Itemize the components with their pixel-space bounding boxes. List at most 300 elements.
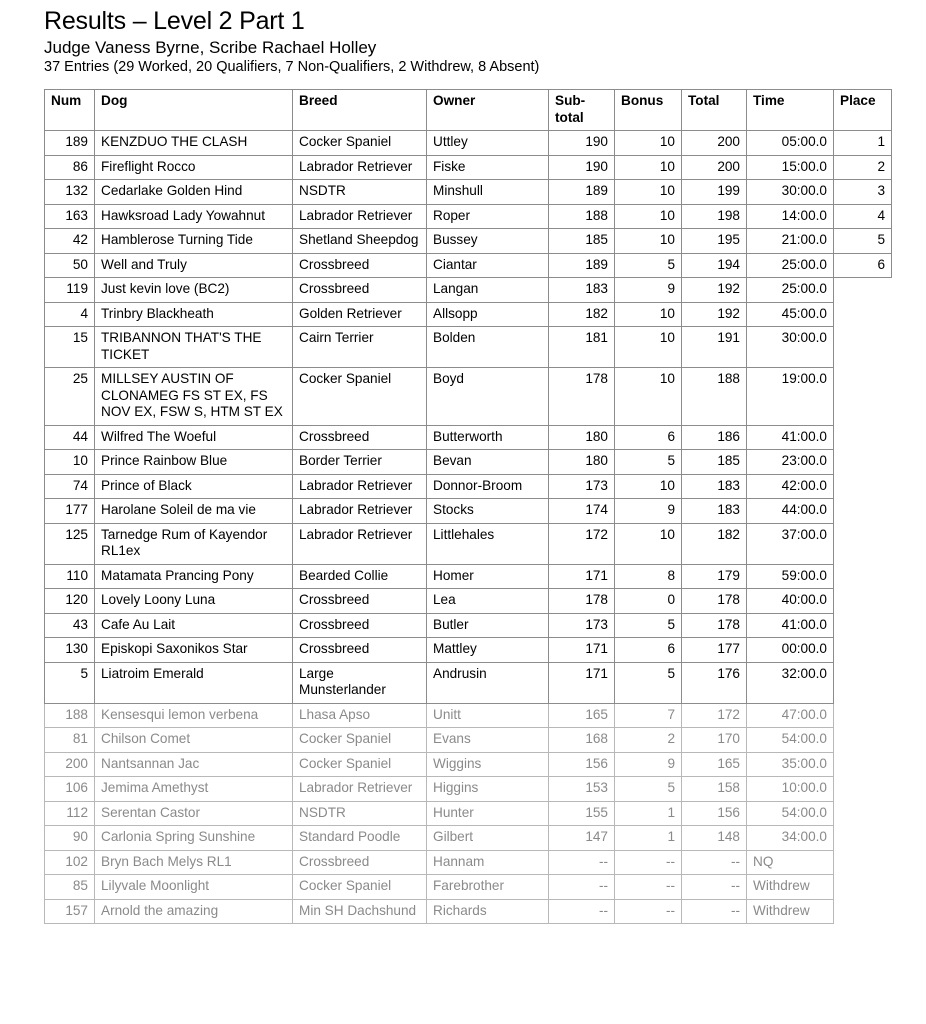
cell-bonus: 10 <box>615 204 682 229</box>
cell-dog: Chilson Comet <box>95 728 293 753</box>
cell-dog: Bryn Bach Melys RL1 <box>95 850 293 875</box>
table-row <box>45 155 892 180</box>
cell-breed: Shetland Sheepdog <box>293 229 427 254</box>
cell-num: 130 <box>45 638 95 663</box>
cell-place <box>834 662 892 703</box>
cell-num: 119 <box>45 278 95 303</box>
cell-breed: Crossbreed <box>293 425 427 450</box>
cell-dog: Hamblerose Turning Tide <box>95 229 293 254</box>
cell-owner: Boyd <box>427 368 549 426</box>
cell-owner: Roper <box>427 204 549 229</box>
cell-bonus: 6 <box>615 425 682 450</box>
cell-breed: Crossbreed <box>293 589 427 614</box>
cell-total: 176 <box>682 662 747 703</box>
cell-total: 188 <box>682 368 747 426</box>
column-header-bonus: Bonus <box>615 90 682 131</box>
cell-breed: Cocker Spaniel <box>293 131 427 156</box>
cell-breed: Crossbreed <box>293 638 427 663</box>
cell-breed: Min SH Dachshund <box>293 899 427 924</box>
cell-num: 200 <box>45 752 95 777</box>
cell-bonus: 5 <box>615 450 682 475</box>
cell-num: 85 <box>45 875 95 900</box>
cell-breed: Lhasa Apso <box>293 703 427 728</box>
cell-num: 177 <box>45 499 95 524</box>
cell-time: Withdrew <box>747 899 834 924</box>
cell-breed: Crossbreed <box>293 850 427 875</box>
cell-bonus: 10 <box>615 131 682 156</box>
cell-bonus: 5 <box>615 662 682 703</box>
table-row <box>45 253 892 278</box>
cell-breed: Bearded Collie <box>293 564 427 589</box>
cell-num: 25 <box>45 368 95 426</box>
cell-subtotal: 153 <box>549 777 615 802</box>
cell-subtotal: 174 <box>549 499 615 524</box>
cell-total: 185 <box>682 450 747 475</box>
cell-subtotal: 189 <box>549 180 615 205</box>
cell-place <box>834 474 892 499</box>
cell-bonus: 2 <box>615 728 682 753</box>
column-header-subtotal <box>549 90 615 131</box>
cell-breed: Labrador Retriever <box>293 474 427 499</box>
cell-breed: Labrador Retriever <box>293 777 427 802</box>
cell-subtotal: 172 <box>549 523 615 564</box>
cell-dog: Wilfred The Woeful <box>95 425 293 450</box>
cell-place <box>834 703 892 728</box>
cell-subtotal: 178 <box>549 589 615 614</box>
cell-time: 54:00.0 <box>747 801 834 826</box>
cell-time: 19:00.0 <box>747 368 834 426</box>
table-row <box>45 180 892 205</box>
table-body <box>45 131 892 924</box>
cell-dog: Episkopi Saxonikos Star <box>95 638 293 663</box>
cell-place <box>834 752 892 777</box>
cell-num: 189 <box>45 131 95 156</box>
cell-total: 192 <box>682 302 747 327</box>
cell-owner: Ciantar <box>427 253 549 278</box>
table-row <box>45 474 892 499</box>
cell-owner: Lea <box>427 589 549 614</box>
cell-time: 32:00.0 <box>747 662 834 703</box>
table-row <box>45 589 892 614</box>
cell-dog: KENZDUO THE CLASH <box>95 131 293 156</box>
table-row <box>45 564 892 589</box>
table-header <box>45 90 892 131</box>
cell-bonus: 7 <box>615 703 682 728</box>
cell-dog: MILLSEY AUSTIN OF CLONAMEG FS ST EX, FS NOV EX, FSW S, HTM ST EX <box>95 368 293 426</box>
cell-dog: Prince of Black <box>95 474 293 499</box>
cell-breed: Standard Poodle <box>293 826 427 851</box>
cell-num: 102 <box>45 850 95 875</box>
cell-owner: Minshull <box>427 180 549 205</box>
cell-owner: Homer <box>427 564 549 589</box>
cell-time: 45:00.0 <box>747 302 834 327</box>
cell-owner: Unitt <box>427 703 549 728</box>
table-row <box>45 703 892 728</box>
column-header-num: Num <box>45 90 95 131</box>
cell-dog: Cafe Au Lait <box>95 613 293 638</box>
cell-bonus: 9 <box>615 278 682 303</box>
column-header-owner: Owner <box>427 90 549 131</box>
cell-time: 42:00.0 <box>747 474 834 499</box>
cell-total: 178 <box>682 613 747 638</box>
cell-total: 170 <box>682 728 747 753</box>
cell-place <box>834 875 892 900</box>
cell-subtotal: 181 <box>549 327 615 368</box>
cell-total: 195 <box>682 229 747 254</box>
cell-subtotal: 180 <box>549 425 615 450</box>
cell-time: 40:00.0 <box>747 589 834 614</box>
cell-total: -- <box>682 899 747 924</box>
cell-place <box>834 278 892 303</box>
column-header-subtotal-line2: total <box>555 109 584 125</box>
column-header-breed: Breed <box>293 90 427 131</box>
cell-place <box>834 850 892 875</box>
cell-place: 4 <box>834 204 892 229</box>
cell-bonus: -- <box>615 899 682 924</box>
table-row <box>45 327 892 368</box>
cell-place <box>834 564 892 589</box>
cell-time: 47:00.0 <box>747 703 834 728</box>
cell-time: 30:00.0 <box>747 327 834 368</box>
cell-place <box>834 777 892 802</box>
cell-total: 200 <box>682 131 747 156</box>
cell-num: 81 <box>45 728 95 753</box>
cell-total: 158 <box>682 777 747 802</box>
cell-time: 35:00.0 <box>747 752 834 777</box>
cell-place <box>834 523 892 564</box>
cell-owner: Butler <box>427 613 549 638</box>
cell-dog: Serentan Castor <box>95 801 293 826</box>
cell-breed: Labrador Retriever <box>293 499 427 524</box>
cell-bonus: 10 <box>615 327 682 368</box>
cell-owner: Allsopp <box>427 302 549 327</box>
cell-breed: Large Munsterlander <box>293 662 427 703</box>
column-header-place: Place <box>834 90 892 131</box>
cell-bonus: 1 <box>615 826 682 851</box>
cell-place <box>834 327 892 368</box>
cell-dog: Well and Truly <box>95 253 293 278</box>
cell-place <box>834 425 892 450</box>
cell-dog: Carlonia Spring Sunshine <box>95 826 293 851</box>
cell-owner: Gilbert <box>427 826 549 851</box>
table-row <box>45 638 892 663</box>
cell-time: 21:00.0 <box>747 229 834 254</box>
cell-num: 44 <box>45 425 95 450</box>
cell-num: 106 <box>45 777 95 802</box>
table-row <box>45 826 892 851</box>
cell-total: 194 <box>682 253 747 278</box>
cell-num: 163 <box>45 204 95 229</box>
cell-total: 191 <box>682 327 747 368</box>
cell-time: 23:00.0 <box>747 450 834 475</box>
cell-breed: Crossbreed <box>293 278 427 303</box>
cell-bonus: 1 <box>615 801 682 826</box>
cell-subtotal: 178 <box>549 368 615 426</box>
cell-time: Withdrew <box>747 875 834 900</box>
cell-bonus: 5 <box>615 777 682 802</box>
cell-place <box>834 368 892 426</box>
cell-total: 198 <box>682 204 747 229</box>
cell-subtotal: 171 <box>549 564 615 589</box>
table-row <box>45 728 892 753</box>
cell-breed: Crossbreed <box>293 253 427 278</box>
cell-dog: Jemima Amethyst <box>95 777 293 802</box>
cell-num: 125 <box>45 523 95 564</box>
cell-time: NQ <box>747 850 834 875</box>
cell-bonus: -- <box>615 875 682 900</box>
cell-subtotal: 173 <box>549 613 615 638</box>
column-header-total: Total <box>682 90 747 131</box>
cell-owner: Littlehales <box>427 523 549 564</box>
cell-time: 25:00.0 <box>747 253 834 278</box>
cell-num: 157 <box>45 899 95 924</box>
cell-owner: Stocks <box>427 499 549 524</box>
cell-owner: Bevan <box>427 450 549 475</box>
cell-time: 59:00.0 <box>747 564 834 589</box>
cell-total: 177 <box>682 638 747 663</box>
cell-time: 41:00.0 <box>747 613 834 638</box>
cell-subtotal: 190 <box>549 155 615 180</box>
table-row <box>45 499 892 524</box>
cell-total: 200 <box>682 155 747 180</box>
cell-dog: Liatroim Emerald <box>95 662 293 703</box>
cell-time: 30:00.0 <box>747 180 834 205</box>
cell-dog: Nantsannan Jac <box>95 752 293 777</box>
table-row <box>45 204 892 229</box>
cell-num: 42 <box>45 229 95 254</box>
cell-breed: Cocker Spaniel <box>293 368 427 426</box>
cell-subtotal: 189 <box>549 253 615 278</box>
cell-time: 41:00.0 <box>747 425 834 450</box>
table-header-row <box>45 90 892 131</box>
page-title: Results – Level 2 Part 1 <box>44 7 305 35</box>
cell-time: 34:00.0 <box>747 826 834 851</box>
cell-place: 5 <box>834 229 892 254</box>
cell-subtotal: 173 <box>549 474 615 499</box>
judge-scribe-line: Judge Vaness Byrne, Scribe Rachael Holley <box>44 38 377 57</box>
cell-bonus: 8 <box>615 564 682 589</box>
column-header-subtotal-line1: Sub- <box>555 93 586 108</box>
cell-num: 15 <box>45 327 95 368</box>
table-row <box>45 613 892 638</box>
cell-place <box>834 899 892 924</box>
cell-owner: Wiggins <box>427 752 549 777</box>
cell-total: 179 <box>682 564 747 589</box>
cell-dog: Just kevin love (BC2) <box>95 278 293 303</box>
cell-owner: Fiske <box>427 155 549 180</box>
cell-dog: Prince Rainbow Blue <box>95 450 293 475</box>
cell-subtotal: 165 <box>549 703 615 728</box>
cell-bonus: 10 <box>615 155 682 180</box>
cell-total: 192 <box>682 278 747 303</box>
cell-bonus: 5 <box>615 253 682 278</box>
cell-num: 50 <box>45 253 95 278</box>
cell-dog: Lilyvale Moonlight <box>95 875 293 900</box>
cell-breed: NSDTR <box>293 801 427 826</box>
cell-total: 148 <box>682 826 747 851</box>
cell-place <box>834 499 892 524</box>
table-row <box>45 523 892 564</box>
cell-owner: Hunter <box>427 801 549 826</box>
cell-dog: Cedarlake Golden Hind <box>95 180 293 205</box>
cell-num: 188 <box>45 703 95 728</box>
cell-total: 183 <box>682 474 747 499</box>
table-row <box>45 899 892 924</box>
cell-num: 90 <box>45 826 95 851</box>
cell-total: 172 <box>682 703 747 728</box>
cell-subtotal: -- <box>549 875 615 900</box>
cell-bonus: 0 <box>615 589 682 614</box>
cell-subtotal: -- <box>549 899 615 924</box>
cell-total: 182 <box>682 523 747 564</box>
cell-subtotal: 171 <box>549 662 615 703</box>
cell-num: 4 <box>45 302 95 327</box>
cell-breed: Crossbreed <box>293 613 427 638</box>
cell-breed: Cocker Spaniel <box>293 875 427 900</box>
cell-place <box>834 826 892 851</box>
column-header-dog: Dog <box>95 90 293 131</box>
cell-subtotal: 180 <box>549 450 615 475</box>
cell-time: 25:00.0 <box>747 278 834 303</box>
cell-bonus: 9 <box>615 499 682 524</box>
cell-place <box>834 450 892 475</box>
cell-time: 10:00.0 <box>747 777 834 802</box>
cell-num: 74 <box>45 474 95 499</box>
cell-place: 3 <box>834 180 892 205</box>
cell-dog: Trinbry Blackheath <box>95 302 293 327</box>
cell-dog: TRIBANNON THAT'S THE TICKET <box>95 327 293 368</box>
table-row <box>45 131 892 156</box>
cell-place: 2 <box>834 155 892 180</box>
cell-time: 37:00.0 <box>747 523 834 564</box>
entry-counts-line: 37 Entries (29 Worked, 20 Qualifiers, 7 Non-Qualifiers, 2 Withdrew, 8 Absent) <box>44 59 540 75</box>
cell-breed: NSDTR <box>293 180 427 205</box>
cell-breed: Cairn Terrier <box>293 327 427 368</box>
results-table <box>44 89 892 924</box>
table-row <box>45 662 892 703</box>
cell-breed: Labrador Retriever <box>293 523 427 564</box>
cell-total: 199 <box>682 180 747 205</box>
cell-subtotal: 190 <box>549 131 615 156</box>
cell-breed: Cocker Spaniel <box>293 728 427 753</box>
cell-num: 86 <box>45 155 95 180</box>
cell-subtotal: 183 <box>549 278 615 303</box>
cell-place <box>834 302 892 327</box>
cell-total: 165 <box>682 752 747 777</box>
table-row <box>45 752 892 777</box>
cell-num: 112 <box>45 801 95 826</box>
cell-owner: Higgins <box>427 777 549 802</box>
cell-bonus: 10 <box>615 474 682 499</box>
cell-breed: Border Terrier <box>293 450 427 475</box>
cell-dog: Fireflight Rocco <box>95 155 293 180</box>
cell-place <box>834 728 892 753</box>
cell-bonus: 10 <box>615 302 682 327</box>
table-row <box>45 801 892 826</box>
cell-time: 05:00.0 <box>747 131 834 156</box>
cell-subtotal: 147 <box>549 826 615 851</box>
cell-dog: Harolane Soleil de ma vie <box>95 499 293 524</box>
cell-bonus: 10 <box>615 229 682 254</box>
table-row <box>45 229 892 254</box>
cell-dog: Matamata Prancing Pony <box>95 564 293 589</box>
cell-breed: Labrador Retriever <box>293 204 427 229</box>
cell-owner: Bussey <box>427 229 549 254</box>
cell-owner: Butterworth <box>427 425 549 450</box>
cell-owner: Donnor-Broom <box>427 474 549 499</box>
cell-owner: Langan <box>427 278 549 303</box>
cell-num: 10 <box>45 450 95 475</box>
cell-owner: Hannam <box>427 850 549 875</box>
cell-bonus: -- <box>615 850 682 875</box>
cell-owner: Farebrother <box>427 875 549 900</box>
cell-breed: Golden Retriever <box>293 302 427 327</box>
cell-place: 6 <box>834 253 892 278</box>
cell-total: -- <box>682 875 747 900</box>
cell-place <box>834 638 892 663</box>
cell-dog: Lovely Loony Luna <box>95 589 293 614</box>
cell-subtotal: 185 <box>549 229 615 254</box>
cell-num: 120 <box>45 589 95 614</box>
cell-place <box>834 613 892 638</box>
cell-bonus: 5 <box>615 613 682 638</box>
table-row <box>45 278 892 303</box>
cell-subtotal: 171 <box>549 638 615 663</box>
column-header-time: Time <box>747 90 834 131</box>
cell-subtotal: 182 <box>549 302 615 327</box>
cell-dog: Arnold the amazing <box>95 899 293 924</box>
cell-place <box>834 801 892 826</box>
table-row <box>45 302 892 327</box>
cell-bonus: 10 <box>615 180 682 205</box>
cell-total: 156 <box>682 801 747 826</box>
cell-subtotal: 155 <box>549 801 615 826</box>
cell-owner: Uttley <box>427 131 549 156</box>
cell-time: 54:00.0 <box>747 728 834 753</box>
cell-owner: Mattley <box>427 638 549 663</box>
cell-bonus: 6 <box>615 638 682 663</box>
cell-total: 183 <box>682 499 747 524</box>
cell-time: 00:00.0 <box>747 638 834 663</box>
cell-subtotal: 188 <box>549 204 615 229</box>
cell-breed: Labrador Retriever <box>293 155 427 180</box>
cell-num: 110 <box>45 564 95 589</box>
table-row <box>45 777 892 802</box>
cell-time: 44:00.0 <box>747 499 834 524</box>
cell-place: 1 <box>834 131 892 156</box>
cell-time: 15:00.0 <box>747 155 834 180</box>
cell-breed: Cocker Spaniel <box>293 752 427 777</box>
cell-owner: Andrusin <box>427 662 549 703</box>
cell-owner: Richards <box>427 899 549 924</box>
cell-bonus: 9 <box>615 752 682 777</box>
cell-total: 186 <box>682 425 747 450</box>
cell-subtotal: 168 <box>549 728 615 753</box>
cell-subtotal: -- <box>549 850 615 875</box>
cell-owner: Bolden <box>427 327 549 368</box>
table-row <box>45 850 892 875</box>
cell-place <box>834 589 892 614</box>
cell-subtotal: 156 <box>549 752 615 777</box>
table-row <box>45 425 892 450</box>
cell-num: 132 <box>45 180 95 205</box>
cell-num: 5 <box>45 662 95 703</box>
cell-dog: Hawksroad Lady Yowahnut <box>95 204 293 229</box>
cell-total: -- <box>682 850 747 875</box>
cell-owner: Evans <box>427 728 549 753</box>
table-row <box>45 450 892 475</box>
cell-num: 43 <box>45 613 95 638</box>
